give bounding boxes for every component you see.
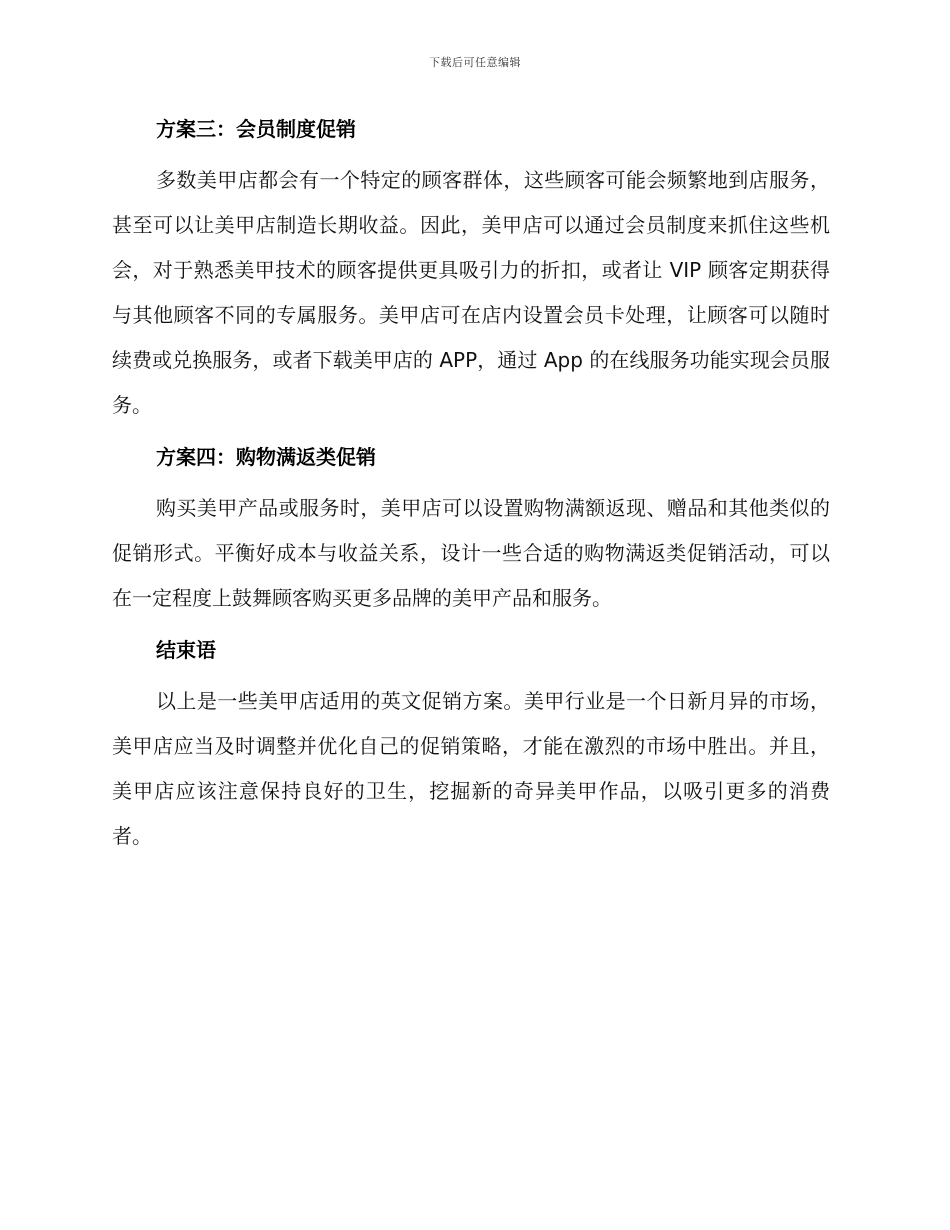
section-body-purchase-rebate: 购买美甲产品或服务时，美甲店可以设置购物满额返现、赠品和其他类似的促销形式。平衡好成本与收益关系，设计一些合适的购物满返类促销活动，可以在一定程度上鼓舞顾客购买更多品牌的美甲产品和服务。 (112, 496, 830, 610)
section-body-membership: 多数美甲店都会有一个特定的顾客群体，这些顾客可能会频繁地到店服务，甚至可以让美甲店制造长期收益。因此，美甲店可以通过会员制度来抓住这些机会，对于熟悉美甲技术的顾客提供更具吸引力的折扣，或者让 VIP 顾客定期获得与其他顾客不同的专属服务。美甲店可在店内设置会员卡处理，让顾客可以随时续费或兑换服务，或者下载美甲店的 APP，通过 App 的在线服务功能实现会员服务。 (112, 168, 830, 417)
section-title-membership: 方案三：会员制度促销 (156, 117, 356, 141)
document-body (112, 112, 830, 859)
page-header-note: 下载后可任意编辑 (429, 56, 521, 69)
section-body-conclusion: 以上是一些美甲店适用的英文促销方案。美甲行业是一个日新月异的市场，美甲店应当及时调整并优化自己的促销策略，才能在激烈的市场中胜出。并且，美甲店应该注意保持良好的卫生，挖掘新的奇异美甲作品，以吸引更多的消费者。 (112, 689, 830, 848)
section-title-purchase-rebate: 方案四：购物满返类促销 (156, 445, 376, 469)
section-title-conclusion: 结束语 (156, 638, 216, 662)
